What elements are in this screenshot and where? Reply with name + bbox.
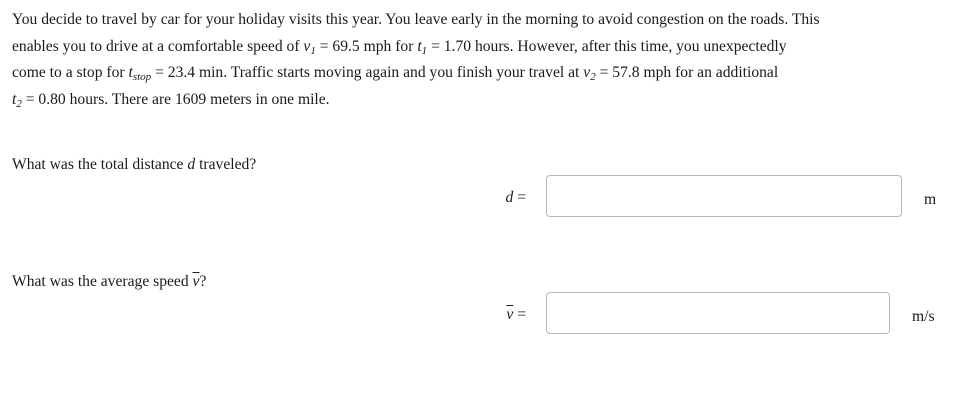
v2-value: = 57.8 mph for an additional xyxy=(595,64,779,81)
question-average-speed xyxy=(12,272,206,292)
distance-label xyxy=(480,189,526,207)
question-text: traveled? xyxy=(195,156,257,173)
question-text: What was the average speed xyxy=(12,273,193,290)
v1-subscript: 1 xyxy=(310,44,316,57)
question-text: ? xyxy=(199,273,207,290)
tstop-subscript: stop xyxy=(132,71,152,83)
distance-answer-input[interactable] xyxy=(546,175,902,217)
v1-value: = 69.5 mph for xyxy=(315,37,418,55)
distance-unit: m xyxy=(924,191,937,208)
t2-subscript: 2 xyxy=(16,97,22,110)
problem-text: enables you to drive at a comfortable speed of xyxy=(12,37,304,55)
t1-subscript: 1 xyxy=(421,44,428,57)
label-variable: d xyxy=(505,189,514,206)
v1-symbol: v xyxy=(303,37,311,55)
v2-subscript: 2 xyxy=(590,71,596,83)
tstop-symbol: t xyxy=(128,64,133,81)
tstop-value: = 23.4 min. Traffic starts moving again and you finish your travel at xyxy=(151,64,584,81)
v2-symbol: v xyxy=(583,64,591,81)
t2-symbol: t xyxy=(12,90,17,108)
problem-text: come to a stop for xyxy=(12,64,129,81)
question-variable: d xyxy=(187,156,196,173)
problem-statement xyxy=(12,7,948,113)
speed-label xyxy=(480,306,526,324)
t2-value: = 0.80 hours. There are 1609 meters in one mile. xyxy=(21,90,330,108)
question-text: What was the total distance xyxy=(12,156,188,173)
problem-line-3 xyxy=(12,60,948,87)
label-variable: $\overline{v}$ xyxy=(506,306,514,323)
equals-sign: = xyxy=(513,306,526,323)
question-total-distance xyxy=(12,155,256,175)
speed-answer-input[interactable] xyxy=(546,292,890,334)
problem-line-4 xyxy=(12,87,948,114)
problem-line-2 xyxy=(12,34,948,61)
t1-value: = 1.70 hours. However, after this time, you unexpectedly xyxy=(427,37,787,55)
speed-unit: m/s xyxy=(912,308,935,325)
equals-sign: = xyxy=(513,189,526,206)
question-variable: $\overline{v}$ xyxy=(192,273,200,290)
problem-line-1: You decide to travel by car for your holiday visits this year. You leave early in the morning to avoid congestion on the roads. This xyxy=(12,11,820,28)
t1-symbol: t xyxy=(417,37,422,55)
